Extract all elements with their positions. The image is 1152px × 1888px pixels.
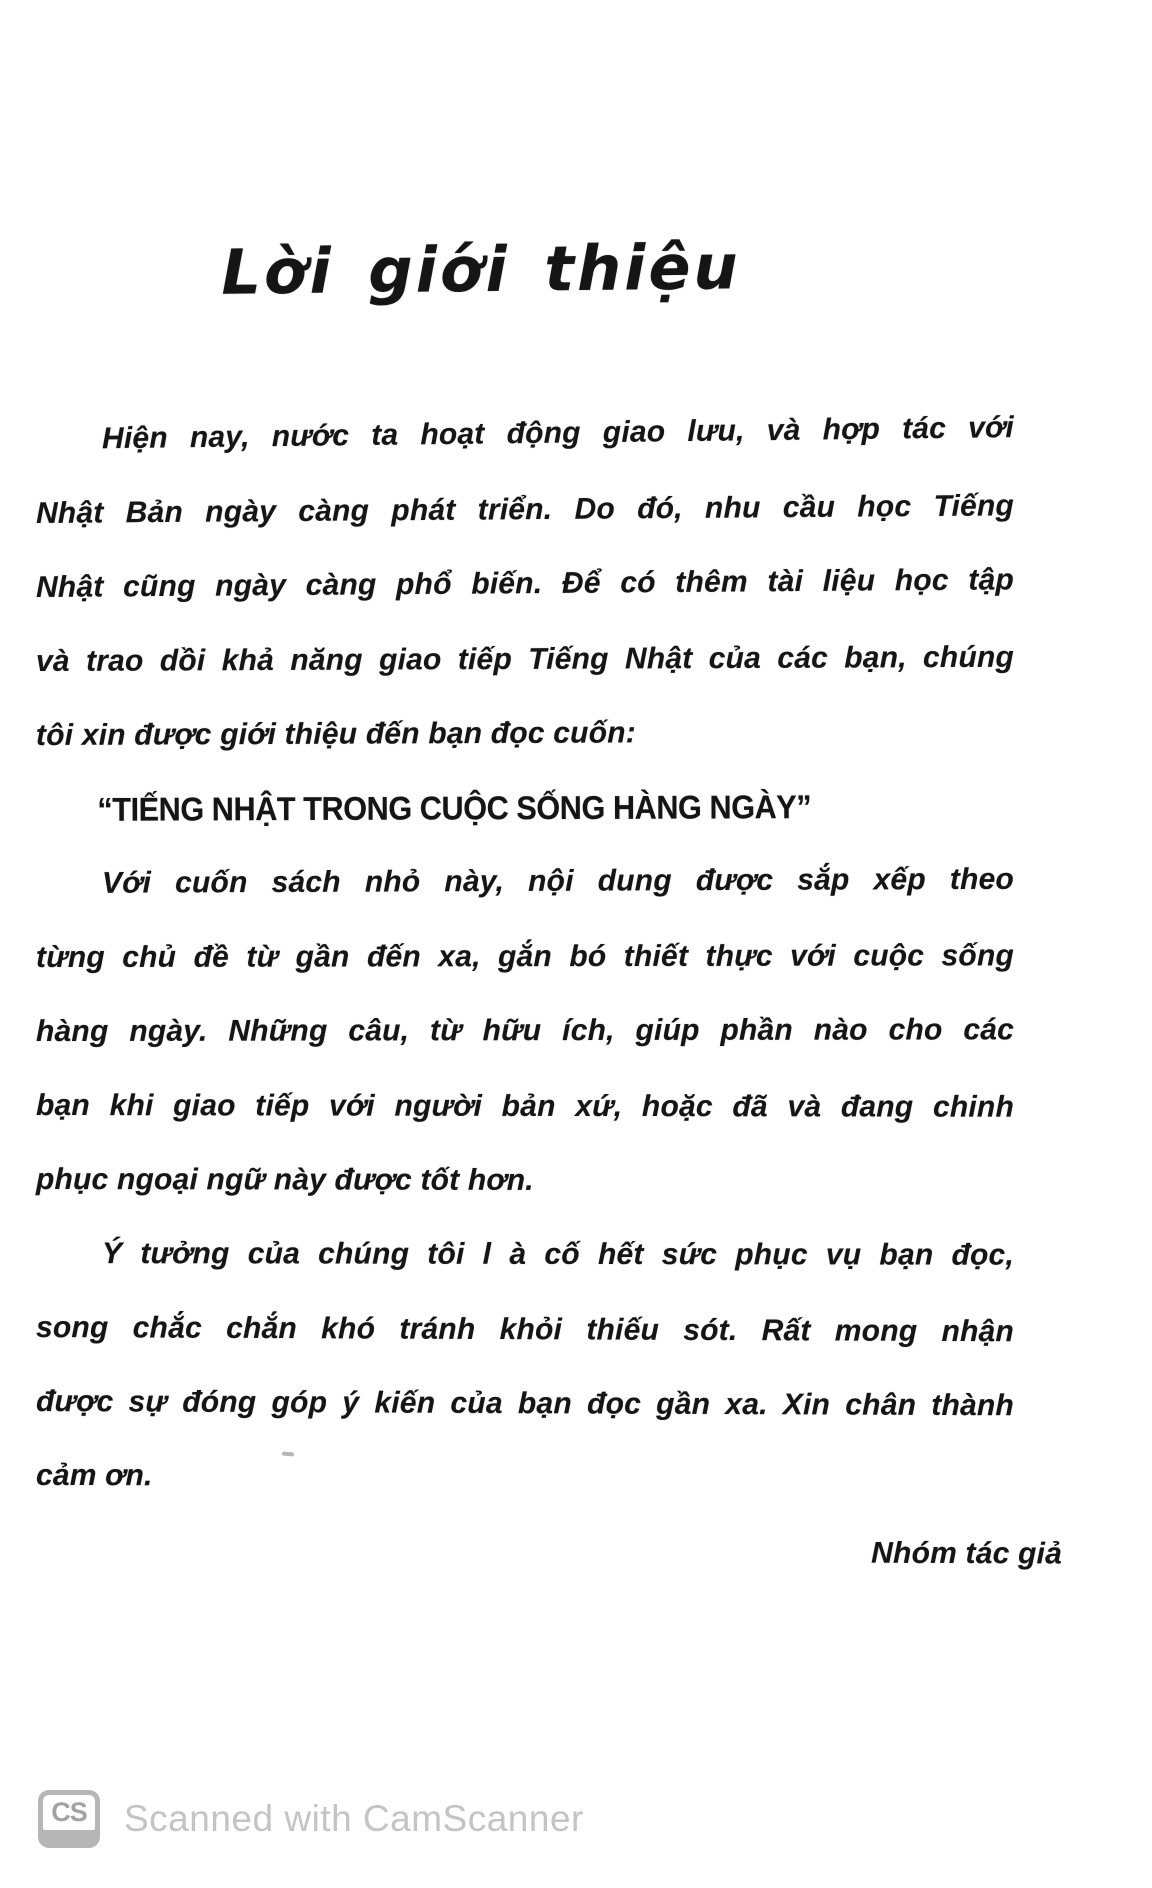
paragraph3-line2: song chắc chắn khó tránh khỏi thiếu sót. Rất mong nhận <box>35 1311 1015 1349</box>
page-title: Lời giới thiệu <box>221 230 741 309</box>
body-text <box>35 403 1063 1587</box>
paragraph1-line3: Nhật cũng ngày càng phổ biến. Để có thêm tài liệu học tập <box>35 563 1015 604</box>
watermark-label: Scanned with CamScanner <box>124 1798 584 1839</box>
paragraph3-line4: cảm ơn. <box>35 1459 153 1493</box>
paragraph1-line1: Hiện nay, nước ta hoạt động giao lưu, và hợp tác với <box>101 411 1015 456</box>
paragraph2-line5: phục ngoại ngữ này được tốt hơn. <box>35 1163 534 1197</box>
paragraph3-line3: được sự đóng góp ý kiến của bạn đọc gần xa. Xin chân thành <box>35 1385 1015 1423</box>
camscanner-logo-letters: CS <box>43 1795 95 1830</box>
paragraph1-line4: và trao dồi khả năng giao tiếp Tiếng Nhật của các bạn, chúng <box>35 640 1015 678</box>
paragraph2-line2: từng chủ đề từ gần đến xa, gắn bó thiết thực với cuộc sống <box>35 939 1015 974</box>
camscanner-logo-icon <box>38 1790 100 1848</box>
book-title: “TIẾNG NHẬT TRONG CUỘC SỐNG HÀNG NGÀY” <box>97 788 812 828</box>
paragraph2-line3: hàng ngày. Những câu, từ hữu ích, giúp phần nào cho các <box>35 1013 1015 1048</box>
author-signature: Nhóm tác giả <box>871 1536 1063 1571</box>
paragraph3-line1: Ý tưởng của chúng tôi l à cố hết sức phục vụ bạn đọc, <box>101 1237 1015 1272</box>
camscanner-watermark <box>38 1790 584 1848</box>
paragraph2-line1: Với cuốn sách nhỏ này, nội dung được sắp xếp theo <box>101 862 1015 900</box>
paragraph1-line5: tôi xin được giới thiệu đến bạn đọc cuốn: <box>35 716 636 752</box>
paragraph1-line2: Nhật Bản ngày càng phát triển. Do đó, nhu cầu học Tiếng <box>35 489 1015 530</box>
paragraph2-line4: bạn khi giao tiếp với người bản xứ, hoặc đã và đang chinh <box>35 1089 1015 1124</box>
